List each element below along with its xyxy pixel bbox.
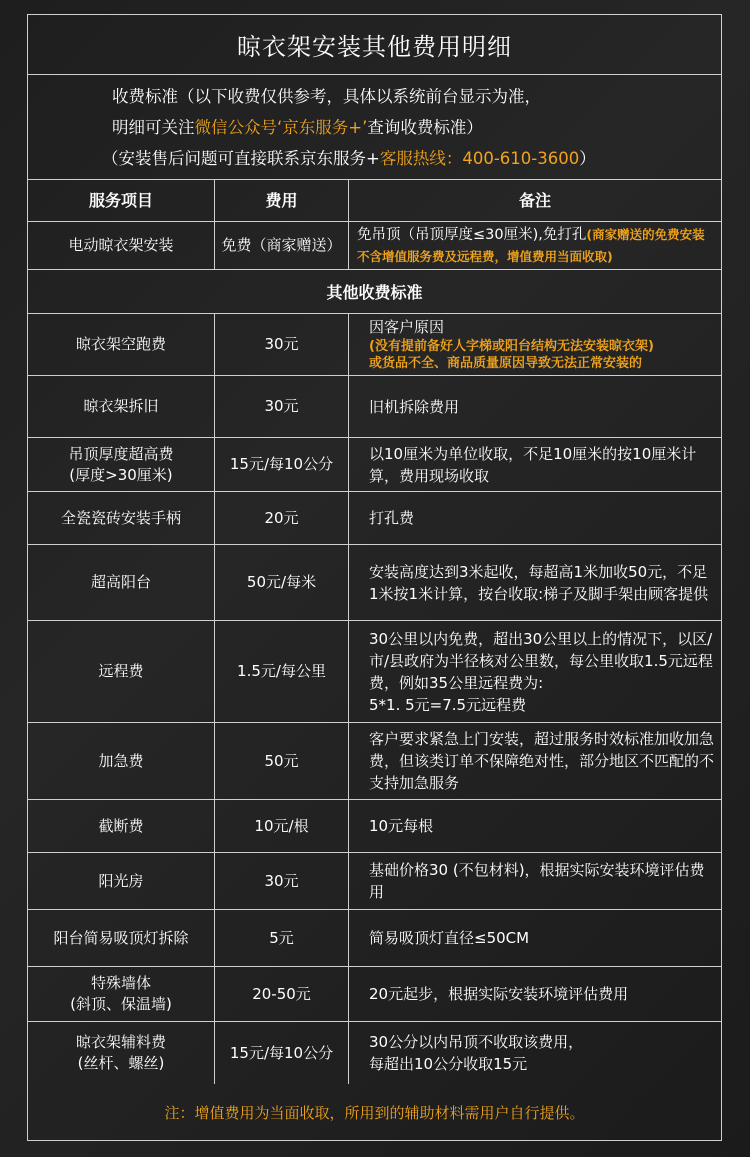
header-note: 备注: [518, 190, 551, 210]
row-fee: 免费（商家赠送）: [215, 222, 349, 269]
row-item: 晾衣架辅料费 (丝杆、螺丝): [28, 1022, 215, 1084]
page-title: 晾衣架安装其他费用明细: [28, 15, 721, 75]
row-fee: 30元: [215, 853, 349, 909]
hotline-highlight: 客服热线：400-610-3600: [379, 148, 580, 168]
row-fee: 5元: [215, 910, 349, 966]
fee-table: [27, 14, 722, 1141]
row-item: 超高阳台: [28, 545, 215, 620]
row-fee: 1.5元/每公里: [215, 621, 349, 722]
table-row: [28, 376, 721, 438]
row-note: 20元起步，根据实际安装环境评估费用: [369, 985, 629, 1003]
row-note: 客户要求紧急上门安装，超过服务时效标准加收加急费，但该类订单不保障绝对性，部分地区不匹配的不支持加急服务: [369, 730, 715, 792]
row-item: 吊顶厚度超高费 (厚度>30厘米): [28, 438, 215, 491]
table-row: [28, 492, 721, 545]
table-row: [28, 723, 721, 800]
header-item: 服务项目: [28, 180, 215, 221]
row-item: 特殊墙体 (斜顶、保温墙): [28, 967, 215, 1021]
row-item: 加急费: [28, 723, 215, 799]
intro-block: [28, 75, 721, 180]
intro-line-3: （安装售后问题可直接联系京东服务+客服热线：400-610-3600）: [102, 148, 596, 168]
wechat-account-highlight: 微信公众号‘京东服务+’: [194, 117, 368, 137]
row-fee: 30元: [215, 376, 349, 437]
row-item: 晾衣架拆旧: [28, 376, 215, 437]
row-note: 简易吸顶灯直径≤50CM: [369, 929, 530, 947]
table-row: [28, 1022, 721, 1084]
row-item: 阳台简易吸顶灯拆除: [28, 910, 215, 966]
table-row: [28, 800, 721, 853]
table-row: [28, 621, 721, 723]
row-item: 全瓷瓷砖安装手柄: [28, 492, 215, 544]
intro-line-1: 收费标准（以下收费仅供参考，具体以系统前台显示为准，: [112, 86, 541, 106]
table-row: [28, 438, 721, 492]
row-note: 安装高度达到3米起收，每超高1米加收50元，不足1米按1米计算，按台收取:梯子及脚手架由顾客提供: [369, 562, 709, 603]
row-fee: 50元: [215, 723, 349, 799]
row-item: 远程费: [28, 621, 215, 722]
footer-note: 注：增值费用为当面收取，所用到的辅助材料需用户自行提供。: [164, 1103, 585, 1122]
row-item: 电动晾衣架安装: [28, 222, 215, 269]
row-note: 免吊顶（吊顶厚度≤30厘米),免打孔(商家赠送的免费安装不含增值服务费及远程费，增值费用当面收取): [357, 226, 705, 264]
row-note: 基础价格30 (不包材料)，根据实际安装环境评估费用: [369, 861, 705, 901]
row-item: 截断费: [28, 800, 215, 852]
intro-line-2: 明细可关注微信公众号‘京东服务+’查询收费标准）: [112, 117, 483, 137]
row-note: 30公里以内免费，超出30公里以上的情况下，以区/市/县政府为半径核对公里数，每公里收取1.5元远程费，例如35公里远程费为: 5*1. 5元=7.5元远程费: [369, 629, 713, 714]
row-item: 阳光房: [28, 853, 215, 909]
row-fee: 15元/每10公分: [215, 438, 349, 491]
row-note: 因客户原因 (没有提前备好人字梯或阳台结构无法安装晾衣架) 或货品不全、商品质量原因导致无法正常安装的: [369, 318, 654, 371]
row-note: 旧机拆除费用: [369, 397, 460, 416]
table-row: [28, 853, 721, 910]
table-header: [28, 180, 721, 222]
row-fee: 10元/根: [215, 800, 349, 852]
row-item: 晾衣架空跑费: [28, 314, 215, 375]
header-fee: 费用: [215, 180, 349, 221]
table-row: [28, 910, 721, 967]
row-fee: 30元: [215, 314, 349, 375]
fee-rows: [28, 376, 721, 1084]
row-fee: 15元/每10公分: [215, 1022, 349, 1084]
table-row-free-install: [28, 222, 721, 270]
table-row: [28, 545, 721, 621]
row-fee: 20-50元: [215, 967, 349, 1021]
row-fee: 50元/每米: [215, 545, 349, 620]
table-row-runaway: [28, 314, 721, 376]
section-title: 其他收费标准: [28, 270, 721, 314]
row-note: 10元每根: [369, 817, 434, 835]
row-note: 以10厘米为单位收取，不足10厘米的按10厘米计算，费用现场收取: [369, 444, 697, 485]
row-note: 30公分以内吊顶不收取该费用， 每超出10公分收取15元: [369, 1033, 584, 1073]
row-fee: 20元: [215, 492, 349, 544]
row-note: 打孔费: [369, 509, 415, 527]
table-row: [28, 967, 721, 1022]
